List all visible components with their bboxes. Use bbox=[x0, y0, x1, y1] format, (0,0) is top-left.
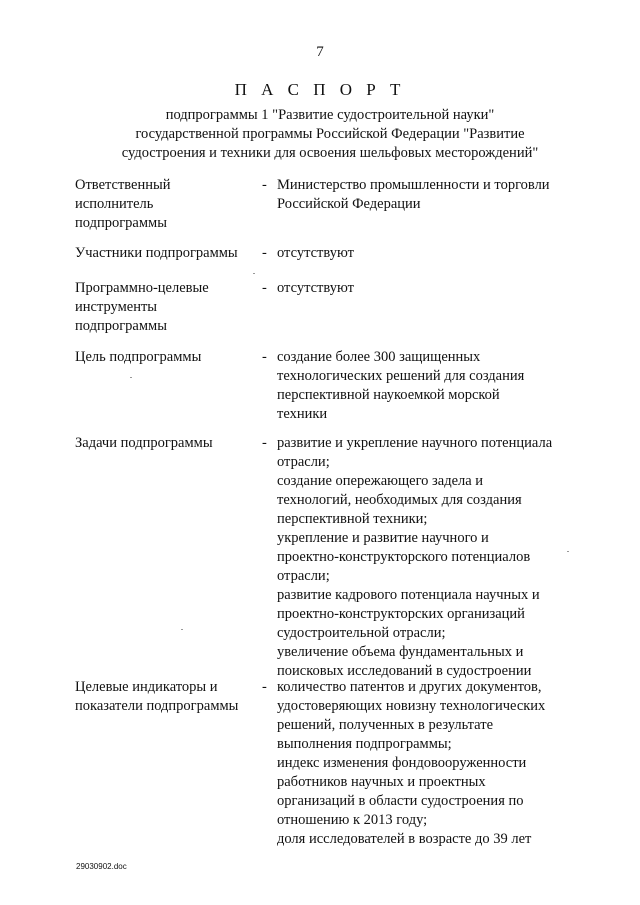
row-label bbox=[75, 678, 260, 716]
value-line: развитие кадрового потенциала научных и bbox=[277, 587, 540, 603]
row-dash: - bbox=[262, 245, 267, 261]
scan-speck bbox=[253, 273, 255, 274]
value-line: доля исследователей в возрасте до 39 лет bbox=[277, 831, 532, 847]
value-line: отрасли; bbox=[277, 454, 330, 470]
value-line: судостроительной отрасли; bbox=[277, 625, 446, 641]
scan-speck bbox=[130, 377, 132, 378]
value-line: Министерство промышленности и торговли bbox=[277, 177, 550, 193]
value-line: Российской Федерации bbox=[277, 196, 421, 212]
document-title: П А С П О Р Т bbox=[234, 80, 406, 99]
scan-speck bbox=[181, 629, 183, 630]
value-line: работников научных и проектных bbox=[277, 774, 486, 790]
scan-speck bbox=[567, 551, 569, 552]
row-label bbox=[75, 176, 260, 233]
value-line: выполнения подпрограммы; bbox=[277, 736, 452, 752]
row-dash: - bbox=[262, 679, 267, 695]
value-line: создание более 300 защищенных bbox=[277, 349, 481, 365]
row-label bbox=[75, 434, 260, 453]
label-line: показатели подпрограммы bbox=[75, 698, 239, 714]
label-line: Программно-целевые bbox=[75, 280, 209, 296]
label-line: подпрограммы bbox=[75, 318, 167, 334]
label-line: исполнитель bbox=[75, 196, 154, 212]
label-line: инструменты bbox=[75, 299, 158, 315]
value-line: проектно-конструкторского потенциалов bbox=[277, 549, 531, 565]
value-line: поисковых исследований в судостроении bbox=[277, 663, 532, 679]
row-dash: - bbox=[262, 349, 267, 365]
row-label bbox=[75, 244, 260, 263]
row-value bbox=[277, 279, 577, 298]
value-line: увеличение объема фундаментальных и bbox=[277, 644, 524, 660]
row-dash: - bbox=[262, 177, 267, 193]
label-line: Целевые индикаторы и bbox=[75, 679, 218, 695]
subtitle-line: судостроения и техники для освоения шельфовых месторождений" bbox=[121, 145, 539, 161]
value-line: укрепление и развитие научного и bbox=[277, 530, 489, 546]
value-line: отсутствуют bbox=[277, 280, 354, 296]
row-dash: - bbox=[262, 435, 267, 451]
row-dash: - bbox=[262, 280, 267, 296]
value-line: отношению к 2013 году; bbox=[277, 812, 428, 828]
document-subtitle bbox=[80, 106, 580, 163]
page-number: 7 bbox=[316, 44, 324, 60]
value-line: перспективной наукоемкой морской bbox=[277, 387, 500, 403]
value-line: отсутствуют bbox=[277, 245, 354, 261]
value-line: количество патентов и других документов, bbox=[277, 679, 542, 695]
row-value bbox=[277, 348, 577, 424]
row-label bbox=[75, 279, 260, 336]
value-line: индекс изменения фондовооруженности bbox=[277, 755, 527, 771]
value-line: проектно-конструкторских организаций bbox=[277, 606, 525, 622]
row-value bbox=[277, 678, 577, 849]
label-line: Цель подпрограммы bbox=[75, 349, 202, 365]
label-line: Участники подпрограммы bbox=[75, 245, 238, 261]
value-line: решений, полученных в результате bbox=[277, 717, 493, 733]
subtitle-line: государственной программы Российской Федерации "Развитие bbox=[135, 126, 525, 142]
label-line: Задачи подпрограммы bbox=[75, 435, 213, 451]
footer-filename: 29030902.doc bbox=[76, 862, 127, 871]
value-line: отрасли; bbox=[277, 568, 330, 584]
value-line: развитие и укрепление научного потенциала bbox=[277, 435, 553, 451]
value-line: технологий, необходимых для создания bbox=[277, 492, 522, 508]
label-line: Ответственный bbox=[75, 177, 171, 193]
value-line: организаций в области судостроения по bbox=[277, 793, 524, 809]
value-line: создание опережающего задела и bbox=[277, 473, 484, 489]
value-line: техники bbox=[277, 406, 328, 422]
subtitle-line: подпрограммы 1 "Развитие судостроительной науки" bbox=[165, 107, 495, 123]
value-line: удостоверяющих новизну технологических bbox=[277, 698, 546, 714]
row-value bbox=[277, 434, 577, 681]
row-label bbox=[75, 348, 260, 367]
row-value bbox=[277, 244, 577, 263]
row-value bbox=[277, 176, 577, 214]
value-line: перспективной техники; bbox=[277, 511, 428, 527]
value-line: технологических решений для создания bbox=[277, 368, 525, 384]
label-line: подпрограммы bbox=[75, 215, 167, 231]
